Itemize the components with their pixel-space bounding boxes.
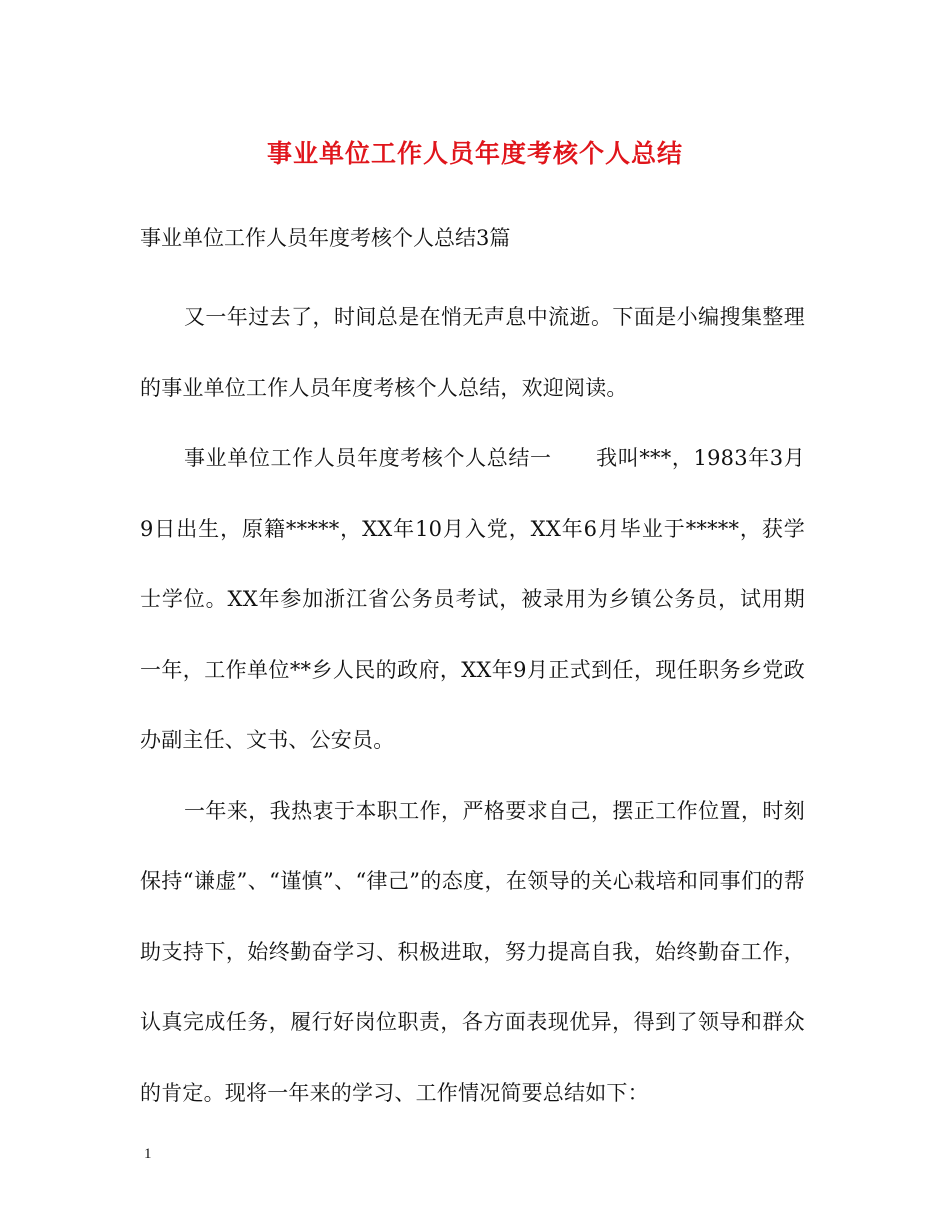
paragraph-3: 一年来，我热衷于本职工作，严格要求自己，摆正工作位置，时刻保持“谦虚”、“谨慎”、“律己”的态度，在领导的关心栽培和同事们的帮助支持下，始终勤奋学习、积极进取，努力提高自我，始终勤奋工作，认真完成任务，履行好岗位职责，各方面表现优异，得到了领导和群众的肯定。现将一年来的学习、工作情况简要总结如下： [140,798,805,1105]
intro-paragraph: 又一年过去了，时间总是在悄无声息中流逝。下面是小编搜集整理的事业单位工作人员年度考核个人总结，欢迎阅读。 [140,305,805,400]
section-paragraph-text: 我叫***，1983年3月9日出生，原籍*****，XX年10月入党，XX年6月毕业于*****，获学士学位。XX年参加浙江省公务员考试，被录用为乡镇公务员，试用期一年，工作单位**乡人民的政府，XX年9月正式到任，现任职务乡党政办副主任、文书、公安员。 [140,446,805,752]
document-body [140,282,805,1128]
document-title: 事业单位工作人员年度考核个人总结 [266,139,683,168]
document-subtitle: 事业单位工作人员年度考核个人总结3篇 [140,226,511,250]
section-paragraph [140,423,805,776]
section-heading: 事业单位工作人员年度考核个人总结一 [184,446,552,470]
page-number: 1 [144,1146,152,1162]
